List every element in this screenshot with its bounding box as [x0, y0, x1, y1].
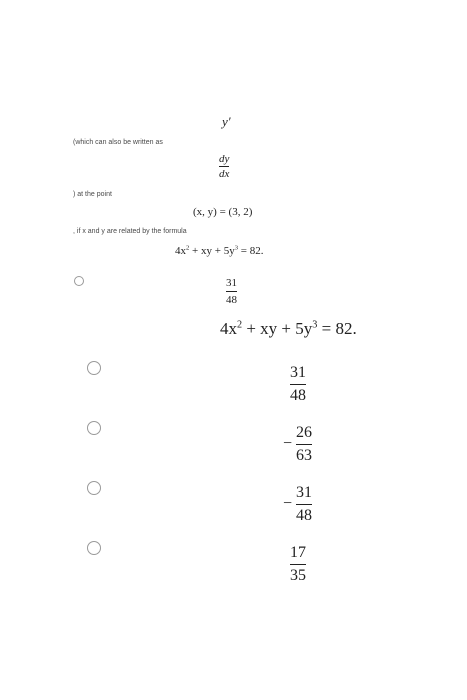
formula-middle: + xy + 5y	[189, 245, 235, 257]
option-4-fraction	[290, 544, 306, 585]
preview-fraction	[226, 277, 237, 306]
dy-numerator: dy	[219, 153, 230, 165]
option-2-fraction	[296, 424, 312, 465]
formula-exp1: 2	[237, 319, 243, 331]
formula-rhs: = 82.	[238, 245, 264, 257]
y-prime-symbol: y′	[222, 114, 231, 129]
fraction-bar	[290, 564, 306, 565]
point-expression: (x, y) = (3, 2)	[193, 206, 253, 218]
option-2-radio[interactable]	[87, 421, 101, 435]
option-1-radio[interactable]	[87, 361, 101, 375]
text-related-by-formula: , if x and y are related by the formula	[73, 228, 187, 235]
option-3-numerator: 31	[296, 484, 312, 501]
option-1-numerator: 31	[290, 364, 306, 381]
formula-exp3: 3	[234, 244, 239, 252]
preview-radio[interactable]	[74, 276, 84, 286]
option-3-radio[interactable]	[87, 481, 101, 495]
option-4-radio[interactable]	[87, 541, 101, 555]
question-formula	[175, 245, 263, 257]
dy-dx-fraction	[219, 153, 229, 180]
text-at-point: ) at the point	[73, 191, 112, 198]
option-4-denominator: 35	[290, 567, 306, 584]
option-3-fraction	[296, 484, 312, 525]
formula-middle: + xy + 5y	[242, 319, 313, 338]
preview-formula	[220, 319, 357, 339]
formula-exp3: 3	[312, 319, 318, 331]
fraction-bar	[296, 444, 312, 445]
formula-rhs: = 82.	[317, 319, 357, 338]
option-4-numerator: 17	[290, 544, 306, 561]
option-2-sign: −	[283, 435, 293, 452]
preview-numerator: 31	[226, 277, 237, 289]
formula-exp1: 2	[186, 244, 190, 252]
fraction-bar	[219, 166, 229, 167]
formula-term1: 4x	[220, 319, 237, 338]
dx-denominator: dx	[219, 168, 230, 180]
text-also-written: (which can also be written as	[73, 139, 163, 146]
formula-term1: 4x	[175, 245, 186, 257]
option-1-fraction	[290, 364, 306, 405]
option-1-denominator: 48	[290, 387, 306, 404]
fraction-bar	[296, 504, 312, 505]
option-3-sign: −	[283, 495, 293, 512]
option-2-numerator: 26	[296, 424, 312, 441]
option-3-denominator: 48	[296, 507, 312, 524]
preview-denominator: 48	[226, 294, 237, 306]
fraction-bar	[226, 291, 237, 292]
option-2-denominator: 63	[296, 447, 312, 464]
fraction-bar	[290, 384, 306, 385]
